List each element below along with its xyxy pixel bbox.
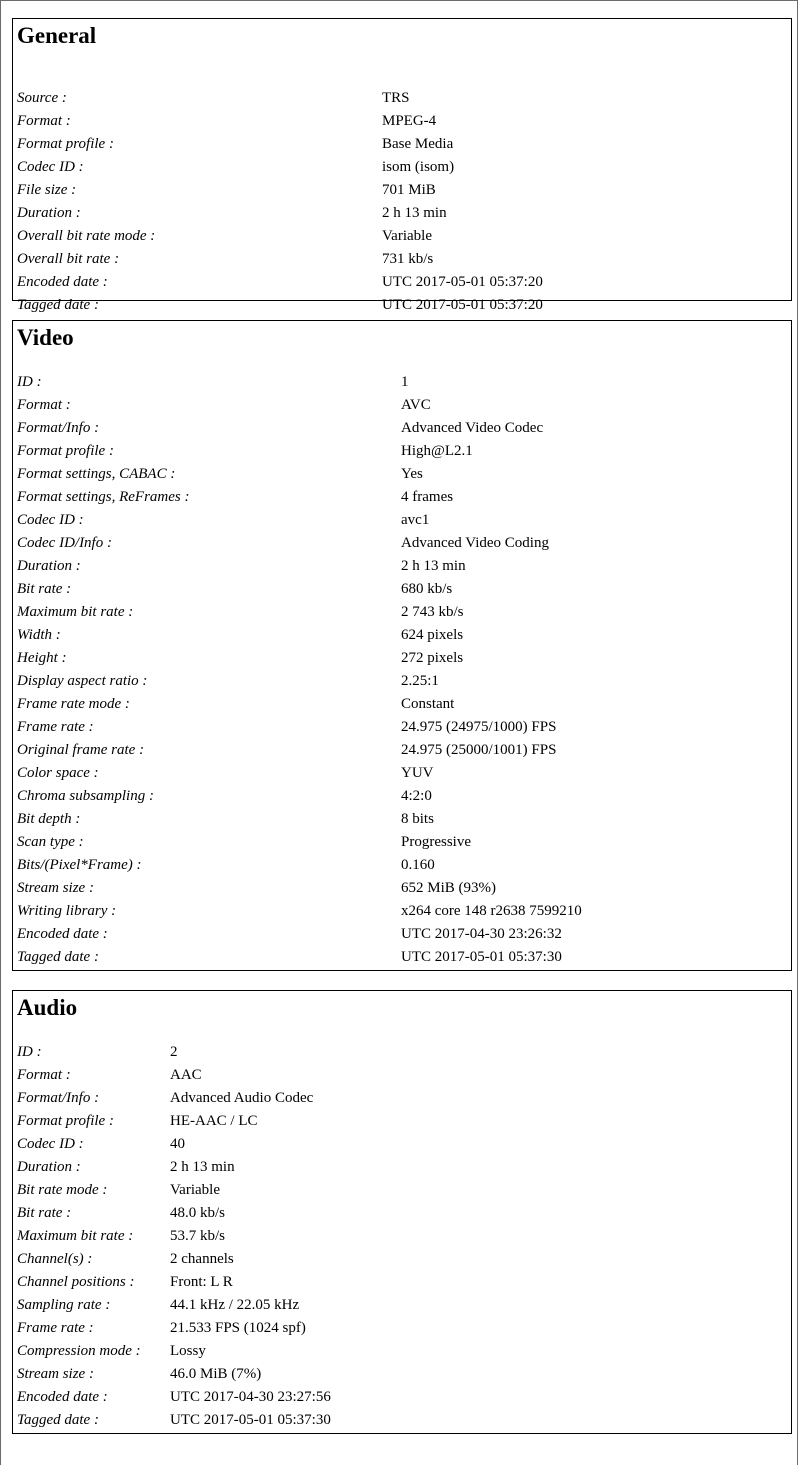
audio-info-row [17, 1179, 787, 1202]
field-label: File size : [17, 182, 77, 198]
field-label: Bit depth : [17, 811, 81, 827]
field-label: Bit rate : [17, 1205, 72, 1221]
field-value: 2 channels [170, 1251, 234, 1267]
field-value: 0.160 [401, 857, 435, 873]
field-label: Bit rate mode : [17, 1182, 108, 1198]
field-value: HE-AAC / LC [170, 1113, 258, 1129]
field-label: Width : [17, 627, 61, 643]
field-label: Codec ID : [17, 1136, 84, 1152]
field-value: isom (isom) [382, 159, 455, 175]
field-value: Lossy [170, 1343, 206, 1359]
video-info-row [17, 555, 787, 578]
video-info-row [17, 785, 787, 808]
video-title: Video [17, 325, 74, 350]
video-info-row [17, 900, 787, 923]
general-info-row [17, 271, 787, 294]
audio-info-row [17, 1294, 787, 1317]
field-value: avc1 [401, 512, 430, 528]
field-value: Base Media [382, 136, 454, 152]
audio-info-row [17, 1041, 787, 1064]
field-label: Original frame rate : [17, 742, 145, 758]
video-info-row [17, 877, 787, 900]
field-label: Tagged date : [17, 1412, 99, 1428]
field-label: Height : [17, 650, 67, 666]
audio-info-row [17, 1363, 787, 1386]
field-label: Format : [17, 113, 71, 129]
video-info-row [17, 670, 787, 693]
audio-info-row [17, 1133, 787, 1156]
field-label: Format/Info : [17, 420, 100, 436]
field-value: 2.25:1 [401, 673, 439, 689]
video-section [12, 320, 792, 971]
video-info-row [17, 509, 787, 532]
field-value: High@L2.1 [401, 443, 473, 459]
field-value: 46.0 MiB (7%) [170, 1366, 262, 1382]
video-info-row [17, 716, 787, 739]
audio-info-row [17, 1087, 787, 1110]
field-label: Format settings, ReFrames : [17, 489, 190, 505]
field-value: Constant [401, 696, 455, 712]
field-label: ID : [17, 374, 42, 390]
field-value: 44.1 kHz / 22.05 kHz [170, 1297, 300, 1313]
video-info-row [17, 762, 787, 785]
field-value: 2 [170, 1044, 178, 1060]
field-value: 53.7 kb/s [170, 1228, 226, 1244]
field-label: Format profile : [17, 136, 114, 152]
video-info-row [17, 463, 787, 486]
field-label: Compression mode : [17, 1343, 141, 1359]
audio-info-row [17, 1110, 787, 1133]
field-label: Format/Info : [17, 1090, 100, 1106]
field-value: Variable [170, 1182, 220, 1198]
field-label: Maximum bit rate : [17, 1228, 134, 1244]
field-value: 40 [170, 1136, 185, 1152]
general-info-row [17, 156, 787, 179]
field-label: Color space : [17, 765, 99, 781]
field-label: Frame rate : [17, 1320, 94, 1336]
field-value: Yes [401, 466, 423, 482]
video-rows [17, 371, 787, 969]
field-label: Format : [17, 397, 71, 413]
field-value: Advanced Audio Codec [170, 1090, 314, 1106]
video-info-row [17, 394, 787, 417]
field-label: Duration : [17, 558, 81, 574]
video-info-row [17, 440, 787, 463]
field-label: Format profile : [17, 1113, 114, 1129]
field-value: Progressive [401, 834, 471, 850]
field-label: Duration : [17, 1159, 81, 1175]
audio-info-row [17, 1409, 787, 1432]
field-value: Advanced Video Coding [401, 535, 549, 551]
field-value: 2 h 13 min [401, 558, 466, 574]
field-value: UTC 2017-05-01 05:37:30 [401, 949, 562, 965]
field-value: 272 pixels [401, 650, 464, 666]
general-info-row [17, 294, 787, 317]
field-value: 48.0 kb/s [170, 1205, 226, 1221]
field-value: 731 kb/s [382, 251, 434, 267]
field-label: Overall bit rate : [17, 251, 120, 267]
field-value: 652 MiB (93%) [401, 880, 496, 896]
field-value: 2 h 13 min [170, 1159, 235, 1175]
field-value: 701 MiB [382, 182, 436, 198]
field-value: Advanced Video Codec [401, 420, 544, 436]
general-info-row [17, 248, 787, 271]
field-label: Maximum bit rate : [17, 604, 134, 620]
audio-info-row [17, 1156, 787, 1179]
field-label: Encoded date : [17, 274, 108, 290]
field-value: UTC 2017-05-01 05:37:30 [170, 1412, 331, 1428]
field-label: Tagged date : [17, 297, 99, 313]
video-info-row [17, 808, 787, 831]
field-value: 21.533 FPS (1024 spf) [170, 1320, 306, 1336]
field-label: Codec ID/Info : [17, 535, 112, 551]
field-value: AVC [401, 397, 431, 413]
field-value: 1 [401, 374, 409, 390]
audio-info-row [17, 1225, 787, 1248]
field-label: Sampling rate : [17, 1297, 111, 1313]
general-info-row [17, 202, 787, 225]
field-label: Scan type : [17, 834, 84, 850]
field-value: UTC 2017-04-30 23:27:56 [170, 1389, 331, 1405]
field-label: Tagged date : [17, 949, 99, 965]
audio-info-row [17, 1340, 787, 1363]
video-info-row [17, 486, 787, 509]
field-label: Duration : [17, 205, 81, 221]
field-label: Codec ID : [17, 512, 84, 528]
audio-info-row [17, 1271, 787, 1294]
field-label: Bit rate : [17, 581, 72, 597]
general-section [12, 18, 792, 313]
video-info-row [17, 647, 787, 670]
field-label: Codec ID : [17, 159, 84, 175]
field-value: 8 bits [401, 811, 434, 827]
field-value: YUV [401, 765, 434, 781]
video-info-row [17, 417, 787, 440]
audio-info-row [17, 1202, 787, 1225]
field-value: 624 pixels [401, 627, 464, 643]
video-info-row [17, 693, 787, 716]
general-info-row [17, 225, 787, 248]
field-label: Format profile : [17, 443, 114, 459]
field-label: Source : [17, 90, 67, 106]
field-value: Front: L R [170, 1274, 233, 1290]
video-info-row [17, 946, 787, 969]
field-label: Frame rate mode : [17, 696, 130, 712]
field-value: UTC 2017-04-30 23:26:32 [401, 926, 562, 942]
field-label: Format settings, CABAC : [17, 466, 176, 482]
field-value: 24.975 (25000/1001) FPS [401, 742, 557, 758]
general-info-row [17, 133, 787, 156]
video-info-row [17, 739, 787, 762]
field-label: Channel positions : [17, 1274, 135, 1290]
video-info-row [17, 578, 787, 601]
field-value: 680 kb/s [401, 581, 453, 597]
field-value: UTC 2017-05-01 05:37:20 [382, 274, 543, 290]
field-label: Writing library : [17, 903, 117, 919]
audio-info-row [17, 1064, 787, 1087]
video-info-row [17, 854, 787, 877]
general-info-row [17, 179, 787, 202]
field-value: TRS [382, 90, 410, 106]
video-info-row [17, 923, 787, 946]
field-value: x264 core 148 r2638 7599210 [401, 903, 582, 919]
field-label: Format : [17, 1067, 71, 1083]
field-label: Stream size : [17, 1366, 94, 1382]
field-value: 4 frames [401, 489, 454, 505]
field-value: UTC 2017-05-01 05:37:20 [382, 297, 543, 313]
field-value: AAC [170, 1067, 202, 1083]
audio-info-row [17, 1386, 787, 1409]
field-label: ID : [17, 1044, 42, 1060]
field-label: Overall bit rate mode : [17, 228, 156, 244]
audio-rows [17, 1041, 787, 1432]
video-info-row [17, 831, 787, 854]
audio-info-row [17, 1317, 787, 1340]
field-value: MPEG-4 [382, 113, 437, 129]
video-info-row [17, 624, 787, 647]
field-value: Variable [382, 228, 432, 244]
field-label: Chroma subsampling : [17, 788, 154, 804]
video-info-row [17, 532, 787, 555]
field-value: 4:2:0 [401, 788, 432, 804]
field-value: 24.975 (24975/1000) FPS [401, 719, 557, 735]
field-label: Stream size : [17, 880, 94, 896]
field-value: 2 743 kb/s [401, 604, 464, 620]
field-label: Bits/(Pixel*Frame) : [17, 857, 142, 873]
field-value: 2 h 13 min [382, 205, 447, 221]
field-label: Encoded date : [17, 926, 108, 942]
audio-info-row [17, 1248, 787, 1271]
video-info-row [17, 371, 787, 394]
field-label: Channel(s) : [17, 1251, 93, 1267]
audio-title: Audio [17, 995, 78, 1020]
field-label: Encoded date : [17, 1389, 108, 1405]
video-info-row [17, 601, 787, 624]
general-info-row [17, 110, 787, 133]
general-title: General [17, 23, 97, 48]
general-rows [17, 87, 787, 317]
general-info-row [17, 87, 787, 110]
audio-section [12, 990, 792, 1434]
field-label: Frame rate : [17, 719, 94, 735]
field-label: Display aspect ratio : [17, 673, 148, 689]
